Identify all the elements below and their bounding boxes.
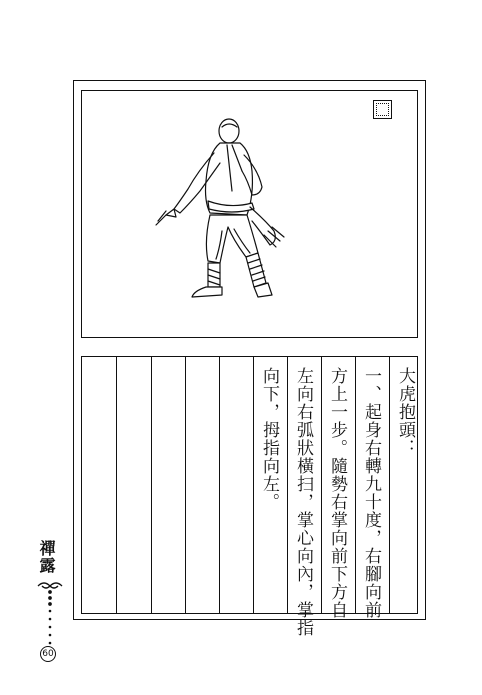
column-rule <box>321 357 322 613</box>
text-column: 方上一步。隨勢右掌向前下方自 <box>327 367 347 619</box>
text-column: 向下，拇指向左。 <box>259 367 279 511</box>
column-rule <box>219 357 220 613</box>
column-rule <box>116 357 117 613</box>
column-rule <box>355 357 356 613</box>
dot-column-ornament <box>36 608 64 648</box>
illustration-panel <box>81 90 418 338</box>
column-rule <box>151 357 152 613</box>
cloud-ornament-icon <box>36 578 64 608</box>
monk-figure-illustration <box>82 91 419 339</box>
text-column-heading: 大虎抱頭： <box>395 367 415 457</box>
book-logo <box>36 540 64 690</box>
page-number: 60 <box>40 646 56 662</box>
text-column: 左向右弧狀橫扫，掌心向內，掌指 <box>293 367 313 637</box>
column-rule <box>287 357 288 613</box>
column-rule <box>253 357 254 613</box>
column-rule <box>185 357 186 613</box>
text-panel <box>81 356 418 637</box>
column-rule <box>389 357 390 613</box>
logo-text: 禪露 <box>37 540 56 574</box>
text-column: 一、起身右轉九十度，右腳向前 <box>361 367 381 619</box>
